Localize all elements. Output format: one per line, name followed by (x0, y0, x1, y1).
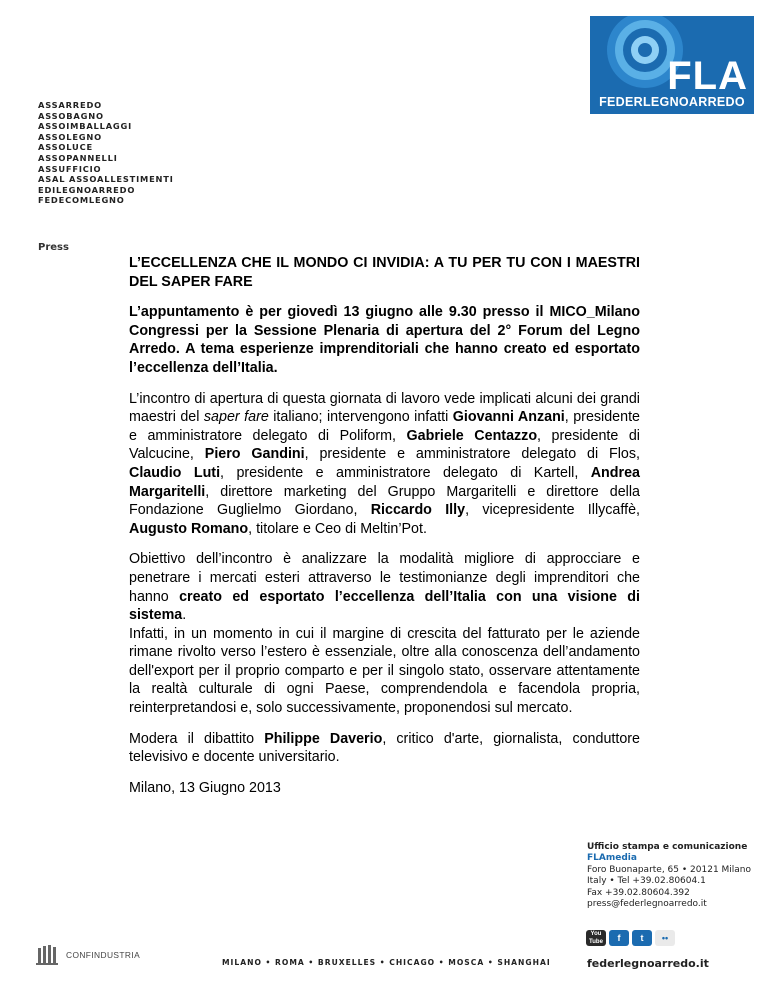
contact-address: Foro Buonaparte, 65 • 20121 Milano (587, 864, 752, 875)
moderator-name: Philippe Daverio (264, 730, 383, 747)
context-paragraph: Infatti, in un momento in cui il margine di crescita del fatturato per le aziende rimane rivolto verso l’estero è essenziale, oltre alla conoscenza dell’andamento dell'export per il proprio comparto e per il singolo stato, osservare attentamente la realtà culturale di ogni Paese, comprendendola e facendola propria, reinterpretandosi e, solo successivamente, proponendosi sul mercato. (129, 625, 640, 717)
text-run: , presidente e amministratore delegato di Poliform, (129, 409, 640, 444)
association-item: ASSOLUCE (38, 142, 93, 153)
objective-paragraph (129, 550, 640, 624)
contact-heading: Ufficio stampa e comunicazione (587, 842, 748, 852)
speaker-name: Claudio Luti (129, 464, 221, 481)
youtube-icon[interactable]: You Tube (586, 930, 606, 946)
italic-run: saper fare (203, 409, 269, 426)
association-item: ASSARREDO (38, 100, 103, 110)
text-run: , presidente di Valcucine, (129, 427, 640, 463)
speakers-paragraph (129, 390, 640, 539)
confindustria-text: CONFINDUSTRIA (66, 950, 141, 960)
confindustria-mark-icon (36, 944, 60, 966)
bold-run: creato ed esportato l’eccellenza dell’Italia con una visione di sistema (129, 588, 640, 624)
association-item: ASSOIMBALLAGGI (38, 121, 133, 132)
lead-paragraph: L’appuntamento è per giovedì 13 giugno alle 9.30 presso il MICO_Milano Congressi per la Sessione Plenaria di apertura del 2° Forum del Legno Arredo. A tema esperienze imprenditoriali che hanno creato ed esportato l’eccellenza dell’Italia. (129, 304, 640, 376)
text-run: Obiettivo dell’incontro è analizzare la modalità migliore di approcciare e penetrare i mercati esteri attraverso le testimonianze degli imprenditori che hanno (129, 551, 640, 605)
text-run: . (182, 607, 187, 624)
contact-block (587, 842, 751, 910)
text-run: , direttore marketing del Gruppo Margaritelli e direttore della Fondazione Guglielmo Giordano, (129, 483, 640, 519)
association-item: ASAL ASSOALLESTIMENTI (38, 174, 174, 185)
speaker-name: Giovanni Anzani (452, 409, 565, 426)
social-icons (586, 930, 675, 946)
contact-subheading: FLAmedia (587, 853, 637, 864)
text-run: , critico d'arte, giornalista, conduttore televisivo e docente universitario. (129, 730, 641, 766)
associations-list (38, 100, 174, 206)
logo-fla-text: FLA (667, 54, 748, 90)
contact-email[interactable]: press@federlegnoarredo.it (587, 899, 707, 910)
date-line: Milano, 13 Giugno 2013 (129, 779, 281, 796)
association-item: ASSOPANNELLI (38, 152, 118, 163)
flickr-icon[interactable]: •• (655, 930, 675, 946)
text-run: , presidente e amministratore delegato di Flos, (304, 446, 641, 463)
logo-mark (590, 16, 754, 90)
text-run: italiano; intervengono infatti (268, 409, 453, 426)
speaker-name: Augusto Romano (129, 520, 249, 537)
text-run: , vicepresidente Illycaffè, (465, 502, 640, 519)
moderator-paragraph (129, 730, 640, 767)
press-release-body (129, 254, 640, 809)
logo-name: FEDERLEGNOARREDO (599, 95, 745, 109)
association-item: EDILEGNOARREDO (38, 184, 136, 195)
speaker-name: Piero Gandini (204, 446, 305, 463)
website-link[interactable]: federlegnoarredo.it (587, 957, 709, 970)
twitter-icon[interactable]: t (632, 930, 652, 946)
facebook-icon[interactable]: f (609, 930, 629, 946)
confindustria-logo (36, 944, 140, 966)
text-run: Modera il dibattito (129, 730, 265, 747)
association-item: FEDECOMLEGNO (38, 195, 125, 206)
text-run: L’incontro di apertura di questa giornata di lavoro vede implicati alcuni dei grandi maestri del (129, 390, 640, 426)
speaker-name: Gabriele Centazzo (406, 427, 538, 444)
press-label: Press (38, 242, 69, 253)
headline: L’ECCELLENZA CHE IL MONDO CI INVIDIA: A TU PER TU CON I MAESTRI DEL SAPER FARE (129, 255, 640, 290)
federlegnoarredo-logo (590, 16, 754, 114)
cities-line: MILANO • ROMA • BRUXELLES • CHICAGO • MOSCA • SHANGHAI (222, 958, 551, 967)
text-run: , presidente e amministratore delegato di Kartell, (220, 464, 591, 481)
contact-phone: Italy • Tel +39.02.80604.1 (587, 876, 706, 887)
text-run: , titolare e Ceo di Meltin’Pot. (248, 520, 427, 537)
association-item: ASSOLEGNO (38, 131, 103, 142)
speaker-name: Andrea Margaritelli (129, 464, 640, 500)
association-item: ASSOBAGNO (38, 110, 104, 121)
association-item: ASSUFFICIO (38, 163, 102, 174)
speaker-name: Riccardo Illy (370, 502, 466, 519)
contact-fax: Fax +39.02.80604.392 (587, 887, 690, 898)
